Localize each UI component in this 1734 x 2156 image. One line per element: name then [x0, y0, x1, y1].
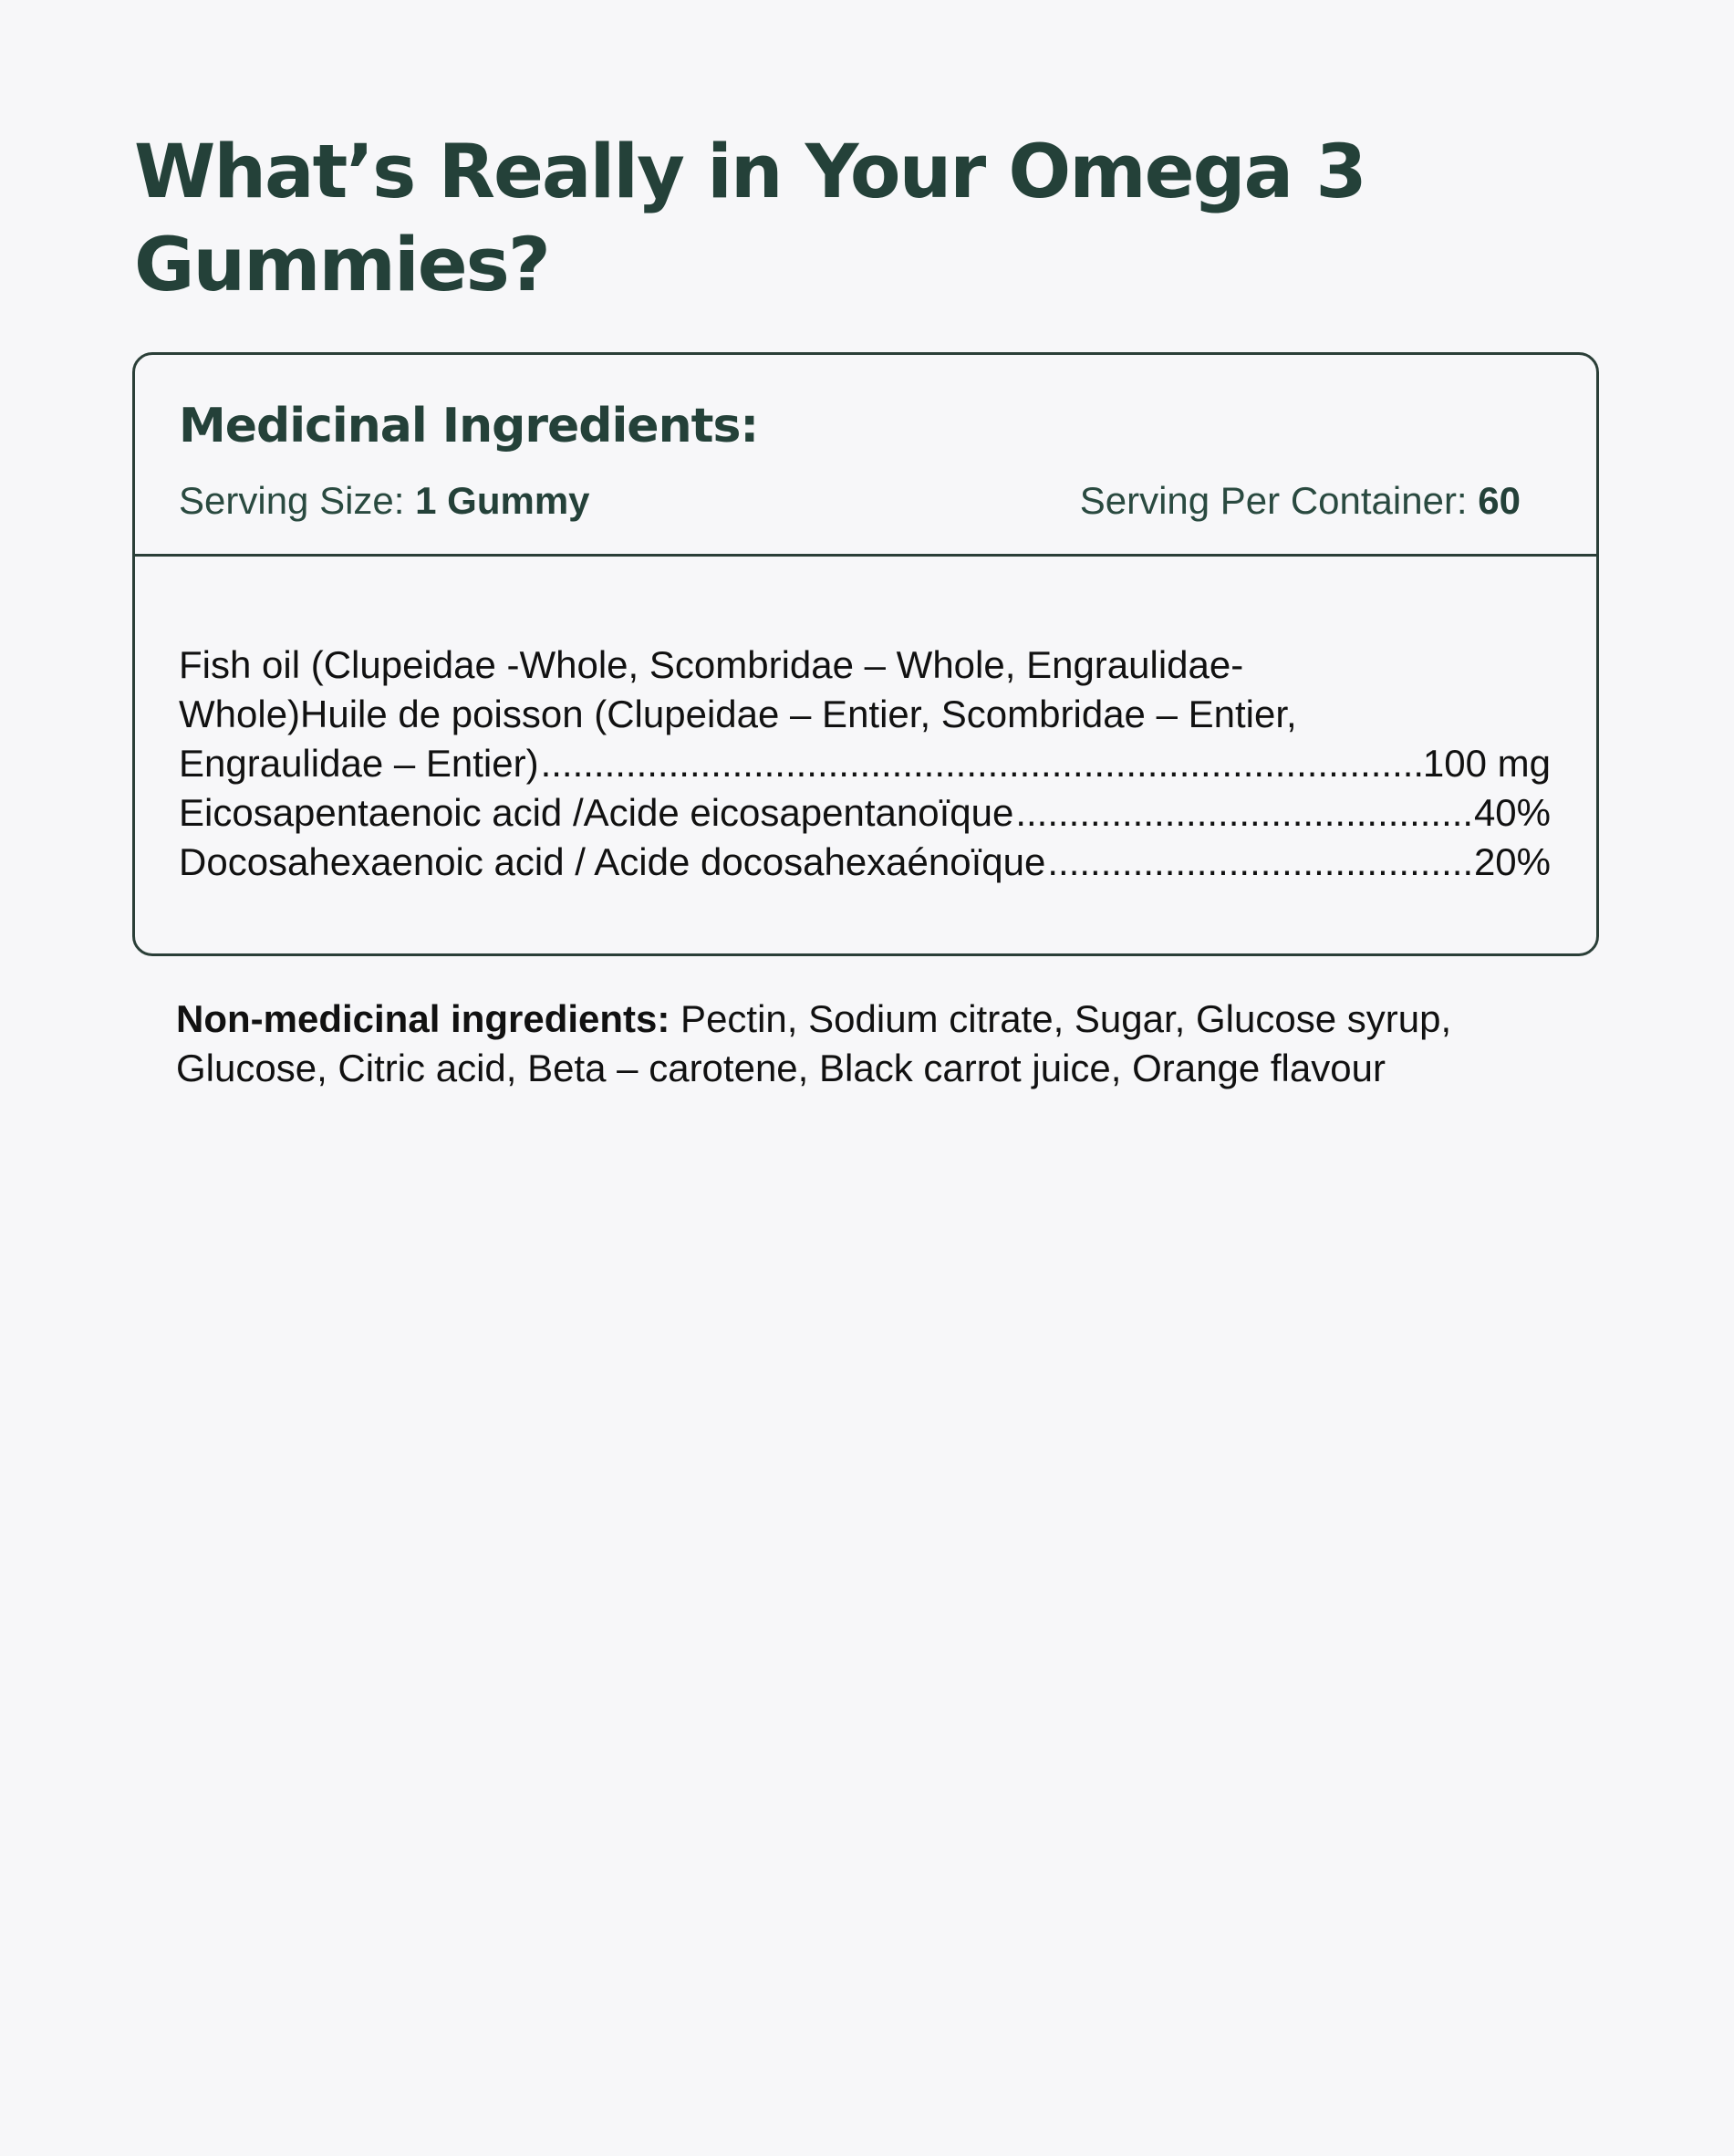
epa-name: Eicosapentaenoic acid /Acide eicosapentanoïque — [179, 791, 1014, 834]
leader-dots — [1047, 838, 1472, 887]
dha-row — [179, 838, 1551, 887]
epa-row — [179, 788, 1551, 838]
dha-amount: 20% — [1473, 840, 1551, 883]
page-title: What’s Really in Your Omega 3 Gummies? — [134, 130, 1365, 308]
ingredient-list — [179, 641, 1551, 887]
non-medicinal-label: Non-medicinal ingredients: — [176, 997, 670, 1040]
non-medicinal-text: Pectin, Sodium citrate, Sugar, Glucose syrup, Glucose, Citric acid, Beta – carotene, Black carrot juice, Orange flavour — [176, 997, 1452, 1089]
non-medicinal-ingredients — [176, 995, 1526, 1093]
servings-per-container — [1080, 477, 1521, 525]
serving-size — [179, 477, 590, 525]
fish-oil-line-2: Whole)Huile de poisson (Clupeidae – Entier, Scombridae – Entier, — [179, 693, 1297, 735]
fish-oil-row — [179, 739, 1551, 788]
fish-oil-line-1: Fish oil (Clupeidae -Whole, Scombridae – Whole, Engraulidae- — [179, 643, 1244, 686]
servings-per-container-value: 60 — [1478, 479, 1521, 522]
servings-per-container-label: Serving Per Container: — [1079, 479, 1468, 522]
serving-size-value: 1 Gummy — [415, 479, 590, 522]
panel-header — [135, 355, 1596, 557]
fish-oil-amount: 100 mg — [1422, 742, 1551, 785]
leader-dots — [1015, 788, 1472, 838]
dha-name: Docosahexaenoic acid / Acide docosahexaénoïque — [179, 840, 1046, 883]
epa-amount: 40% — [1473, 791, 1551, 834]
panel-heading: Medicinal Ingredients: — [179, 399, 759, 453]
serving-size-label: Serving Size: — [179, 479, 405, 522]
medicinal-ingredients-panel — [132, 352, 1599, 956]
leader-dots — [541, 739, 1421, 788]
fish-oil-line-3: Engraulidae – Entier) — [179, 742, 539, 785]
